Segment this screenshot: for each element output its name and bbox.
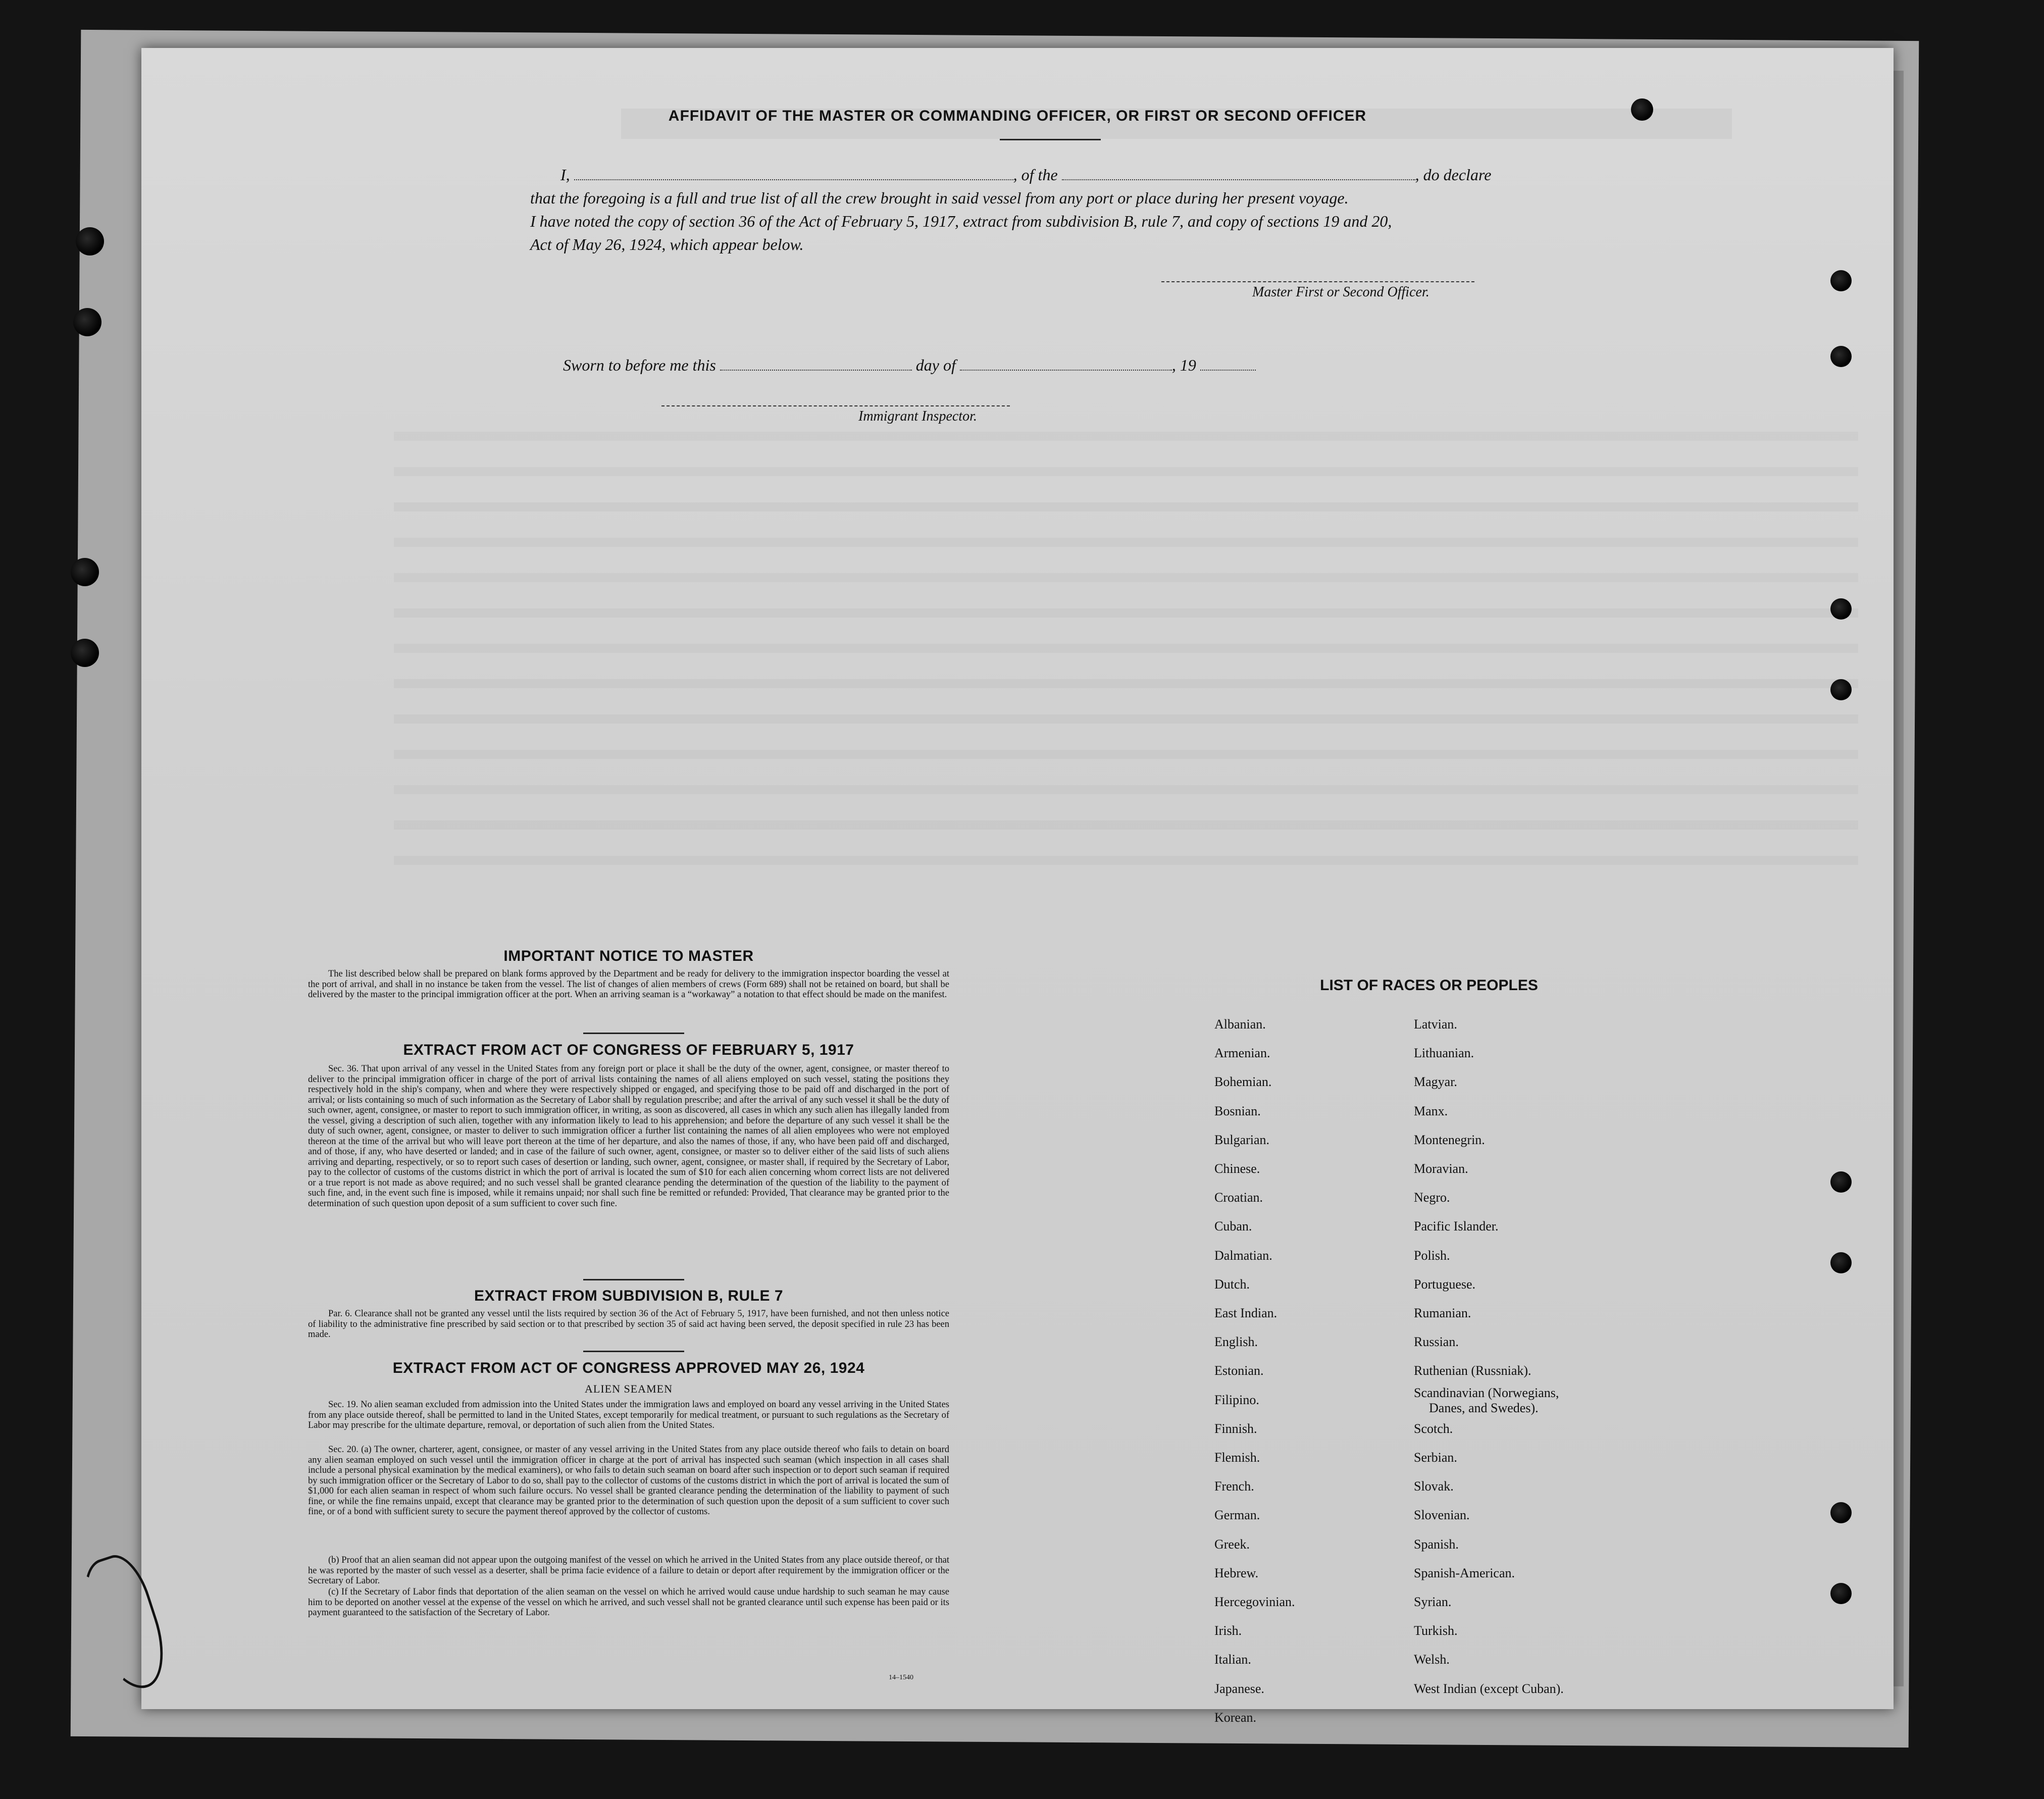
race-item: Pacific Islander.	[1414, 1219, 1499, 1234]
race-item: Filipino.	[1214, 1392, 1259, 1407]
document-page	[141, 48, 1894, 1725]
race-item: Armenian.	[1214, 1046, 1270, 1061]
punch-hole	[1830, 598, 1852, 620]
race-item: Chinese.	[1214, 1161, 1260, 1176]
notice-title: IMPORTANT NOTICE TO MASTER	[503, 948, 754, 964]
race-item: Manx.	[1414, 1103, 1448, 1118]
race-item: Rumanian.	[1414, 1306, 1471, 1321]
race-item: Dalmatian.	[1214, 1248, 1272, 1263]
race-item: Slovenian.	[1414, 1508, 1470, 1523]
race-item-continued: Danes, and Swedes).	[1429, 1400, 1539, 1415]
race-item: Scandinavian (Norwegians,	[1414, 1385, 1559, 1400]
vessel-name-field[interactable]	[1062, 166, 1415, 180]
race-item: Russian.	[1414, 1334, 1459, 1350]
race-item: Montenegrin.	[1414, 1132, 1485, 1147]
affidavit-line-2: that the foregoing is a full and true list of all the crew brought in said vessel from any port or place during her present voyage.	[530, 189, 1349, 207]
sworn-day-of: day of	[915, 356, 956, 374]
affidavit-title: AFFIDAVIT OF THE MASTER OR COMMANDING OFFICER, OR FIRST OR SECOND OFFICER	[668, 108, 1367, 124]
declare-suffix: , do declare	[1415, 166, 1492, 184]
race-item: Irish.	[1214, 1623, 1242, 1638]
section-19-text: Sec. 19. No alien seaman excluded from admission into the United States under the immigration laws and employed on board any vessel arriving in the United States from any place outside thereof, shall be permitted to land in the United States, except temporarily for medical treatment, or pursuant to such regulations as the Secretary of Labor may prescribe for the ultimate departure, removal, or deportation of such alien from the United States.	[308, 1400, 949, 1430]
declarant-name-field[interactable]	[574, 166, 1013, 180]
races-title: LIST OF RACES OR PEOPLES	[1320, 977, 1538, 994]
alien-seamen-subtitle: ALIEN SEAMEN	[585, 1382, 673, 1395]
punch-hole	[71, 558, 99, 586]
race-item: Syrian.	[1414, 1595, 1452, 1610]
vessel-prefix: , of the	[1013, 166, 1058, 184]
affidavit-body	[530, 163, 1646, 256]
race-item: Flemish.	[1214, 1450, 1260, 1465]
race-item: Italian.	[1214, 1652, 1251, 1667]
punch-hole	[1830, 1583, 1852, 1604]
race-item: Dutch.	[1214, 1276, 1250, 1292]
punch-hole	[71, 639, 99, 667]
race-item: Finnish.	[1214, 1421, 1257, 1436]
race-item: Hebrew.	[1214, 1565, 1259, 1580]
race-item: Japanese.	[1214, 1681, 1264, 1696]
section-rule	[583, 1033, 684, 1034]
master-signature-label: Master First or Second Officer.	[1252, 284, 1429, 300]
form-number: 14–1540	[889, 1674, 913, 1681]
punch-hole	[1830, 679, 1852, 700]
punch-hole	[1830, 1502, 1852, 1523]
declaration-line	[530, 163, 1646, 186]
race-item: Scotch.	[1414, 1421, 1453, 1436]
punch-hole	[1830, 1171, 1852, 1193]
race-item: Croatian.	[1214, 1190, 1263, 1205]
race-item-scandinavian	[1414, 1385, 1564, 1414]
race-item: Negro.	[1414, 1190, 1450, 1205]
section-rule	[583, 1279, 684, 1280]
section-20b-text: (b) Proof that an alien seaman did not appear upon the outgoing manifest of the vessel on which he arrived in the United States from any place outside thereof, or that he was reported by the master of such vessel as a deserter, shall be prima facie evidence of a failure to detain or deport after requirement by the immigration officer or the Secretary of Labor.	[308, 1555, 949, 1586]
race-item: Bohemian.	[1214, 1074, 1272, 1090]
title-rule	[1000, 139, 1101, 140]
bleed-through	[394, 432, 1858, 886]
subdivision-b-text: Par. 6. Clearance shall not be granted any vessel until the lists required by section 36 of the Act of February 5, 1917, have been furnished, and not then unless notice of liability to the administrative fine prescribed by said section or to that prescribed by section 35 of said act having been served, the deposit specified in rule 23 has been made.	[308, 1309, 949, 1340]
race-item: Estonian.	[1214, 1363, 1264, 1378]
race-item: French.	[1214, 1479, 1254, 1494]
punch-hole	[73, 308, 101, 336]
affidavit-line-4: Act of May 26, 1924, which appear below.	[530, 235, 804, 253]
race-item: Ruthenian (Russniak).	[1414, 1363, 1531, 1378]
sworn-prefix: Sworn to before me this	[563, 356, 716, 374]
race-item: Spanish.	[1414, 1536, 1459, 1552]
race-item: Albanian.	[1214, 1017, 1266, 1032]
race-item: Spanish-American.	[1414, 1565, 1515, 1580]
race-item: Greek.	[1214, 1536, 1250, 1552]
inspector-signature-line[interactable]	[661, 405, 1010, 406]
race-item: Polish.	[1414, 1248, 1450, 1263]
section-rule	[583, 1351, 684, 1352]
extract-1924-title: EXTRACT FROM ACT OF CONGRESS APPROVED MAY 26, 1924	[392, 1360, 865, 1376]
master-signature-line[interactable]	[1161, 281, 1474, 282]
race-item: Slovak.	[1414, 1479, 1454, 1494]
race-item: East Indian.	[1214, 1306, 1278, 1321]
extract-1917-text: Sec. 36. That upon arrival of any vessel in the United States from any foreign port or place it shall be the duty of the owner, agent, consignee, or master thereof to deliver to the principal immigration officer in charge of the port of arrival lists containing the names of all aliens employed on such vessel, stating the positions they respectively hold in the ship's company, when and where they were respectively shipped or engaged, and specifying those to be paid off and discharged in the port of arrival; or lists containing so much of such information as the Secretary of Labor shall by regulation prescribe; and after the arrival of any such vessel it shall be the duty of such owner, agent, consignee, or master to report to such immigration officer, in writing, as soon as discovered, all cases in which any such alien has illegally landed from the vessel, giving a description of such alien, together with any information likely to lead to his apprehension; and before the departure of any such vessel it shall be the duty of such owner, agent, consignee, or master to deliver to such immigration officer a further list containing the names of all alien employees who were not employed thereon at the time of the arrival but who will leave port thereon at the time of her departure, and also the names of those, if any, who have been paid off and discharged, and of those, if any, who have deserted or landed; and in case of the failure of such owner, agent, consignee, or master so to deliver either of the said lists of such aliens arriving and departing, respectively, or so to report such cases of desertion or landing, such owner, agent, consignee, or master shall, if required by the Secretary of Labor, pay to the collector of customs of the customs district in which the port of arrival is located the sum of $10 for each alien concerning whom correct lists are not delivered or a true report is not made as above required; and no such vessel shall be granted clearance pending the determination of the question of the liability to the payment of such fine, and, in the event such fine is imposed, while it remains unpaid; nor shall such fine be remitted or refunded: Provided, That clearance may be granted prior to the determination of such question upon deposit of a sum sufficient to cover such fine.	[308, 1064, 949, 1209]
section-20a-text: Sec. 20. (a) The owner, charterer, agent, consignee, or master of any vessel arriving in the United States from any place outside thereof who fails to detain on board any alien seaman employed on such vessel until the immigration officer in charge at the port of arrival has inspected such seaman (which inspection in all cases shall include a personal physical examination by the medical examiners), or who fails to detain such seaman on board after such inspection or to deport such seaman if required by such immigration officer or the Secretary of Labor to do so, shall pay to the collector of customs of the customs district in which the port of arrival is located the sum of $1,000 for each alien seaman in respect of whom such failure occurs. No vessel shall be granted clearance pending the determination of the liability to payment of such fine, or while the fine remains unpaid, except that clearance may be granted prior to the determination of such question upon the deposit of a sum sufficient to cover such fine, or of a bond with sufficient surety to secure the payment thereof approved by the collector of customs.	[308, 1445, 949, 1517]
races-left-column	[1214, 1010, 1295, 1732]
race-item: Latvian.	[1414, 1017, 1457, 1032]
sworn-year-field[interactable]	[1200, 356, 1256, 371]
affidavit-line-3: I have noted the copy of section 36 of the Act of February 5, 1917, extract from subdivision B, rule 7, and copy of sections 19 and 20,	[530, 212, 1392, 230]
punch-hole	[1830, 346, 1852, 367]
race-item: Magyar.	[1414, 1074, 1457, 1090]
race-item: Moravian.	[1414, 1161, 1468, 1176]
race-item: West Indian (except Cuban).	[1414, 1681, 1564, 1696]
race-item: Bulgarian.	[1214, 1132, 1270, 1147]
races-right-column	[1414, 1010, 1564, 1703]
race-item: Portuguese.	[1414, 1276, 1476, 1292]
race-item: Bosnian.	[1214, 1103, 1261, 1118]
subdivision-b-title: EXTRACT FROM SUBDIVISION B, RULE 7	[474, 1288, 784, 1304]
sworn-month-field[interactable]	[960, 356, 1172, 371]
race-item: Korean.	[1214, 1710, 1257, 1725]
extract-1917-title: EXTRACT FROM ACT OF CONGRESS OF FEBRUARY 5, 1917	[403, 1042, 854, 1058]
declarant-prefix: I,	[560, 166, 570, 184]
race-item: English.	[1214, 1334, 1258, 1350]
race-item: Cuban.	[1214, 1219, 1252, 1234]
punch-hole	[1830, 1252, 1852, 1273]
sworn-line	[563, 356, 1256, 375]
race-item: Welsh.	[1414, 1652, 1450, 1667]
section-20c-text: (c) If the Secretary of Labor finds that deportation of the alien seaman on the vessel on which he arrived would cause undue hardship to such seaman he may cause him to be deported on another vessel at the expense of the vessel on which he arrived, and such vessel shall not be granted clearance until such expense has been paid or its payment guaranteed to the satisfaction of the Secretary of Labor.	[308, 1587, 949, 1618]
punch-hole	[1830, 270, 1852, 291]
sworn-year-prefix: , 19	[1171, 356, 1196, 374]
sworn-day-field[interactable]	[720, 356, 912, 371]
notice-text: The list described below shall be prepared on blank forms approved by the Department and be ready for delivery to the immigration inspector boarding the vessel at the port of arrival, and shall in no instance be taken from the vessel. The list of changes of alien members of crews (Form 689) shall not be retained on board, but shall be delivered by the master to the principal immigration officer at the port. When an arriving seaman is a “workaway” a notation to that effect should be made on the manifest.	[308, 969, 949, 1000]
race-item: German.	[1214, 1508, 1260, 1523]
race-item: Turkish.	[1414, 1623, 1458, 1638]
race-item: Lithuanian.	[1414, 1046, 1474, 1061]
race-item: Serbian.	[1414, 1450, 1457, 1465]
inspector-label: Immigrant Inspector.	[858, 408, 977, 424]
punch-hole	[76, 227, 104, 255]
race-item: Hercegovinian.	[1214, 1595, 1295, 1610]
